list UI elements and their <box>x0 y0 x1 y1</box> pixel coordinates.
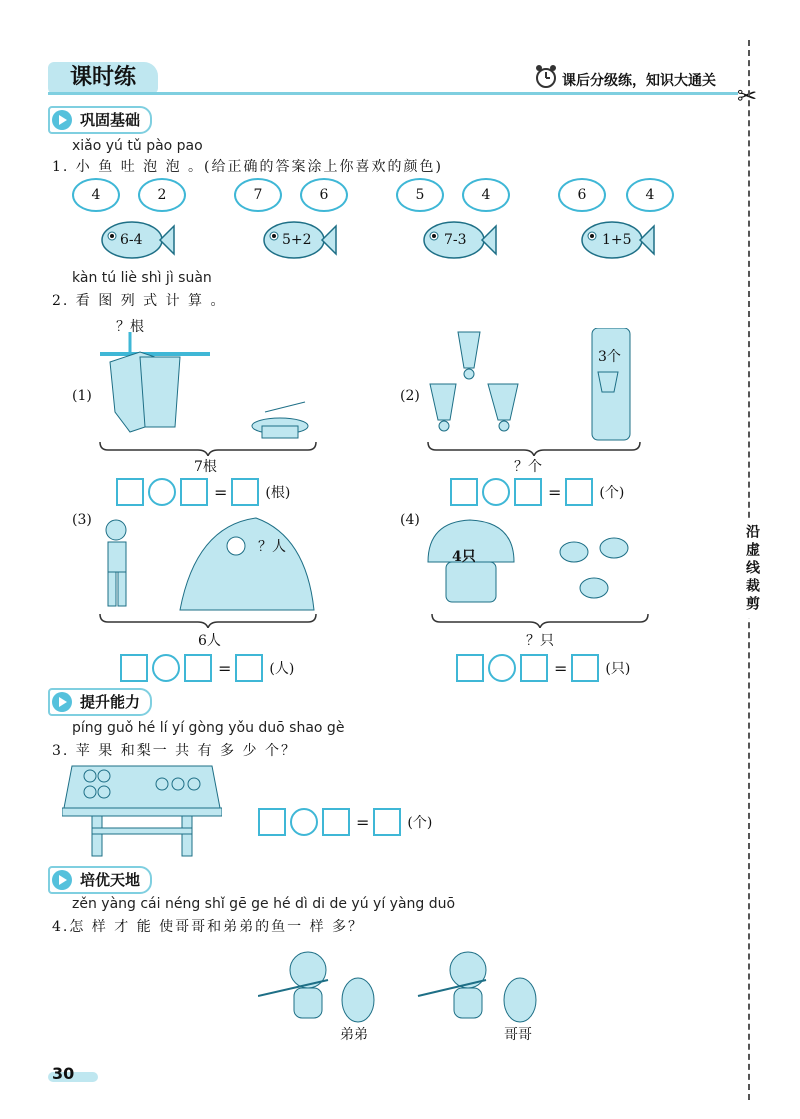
unit-label: (只) <box>605 661 631 677</box>
answer-box[interactable] <box>231 478 259 506</box>
unit-label: (个) <box>407 815 433 831</box>
bubble-option[interactable]: 5 <box>396 178 444 212</box>
answer-box[interactable] <box>120 654 148 682</box>
bubble-option[interactable]: 4 <box>72 178 120 212</box>
answer-box[interactable] <box>180 478 208 506</box>
problem-number: (2) <box>400 388 420 404</box>
answer-box[interactable] <box>322 808 350 836</box>
operator-circle[interactable] <box>290 808 318 836</box>
q3-text: 3. 苹 果 和梨一 共 有 多 少 个？ <box>52 743 297 759</box>
table-with-fruit-image <box>62 762 222 864</box>
operator-circle[interactable] <box>482 478 510 506</box>
answer-equation <box>450 478 628 506</box>
problem-number: (3) <box>72 512 92 528</box>
section-improve <box>48 688 152 716</box>
answer-box[interactable] <box>258 808 286 836</box>
fish-expression: 1+5 <box>602 232 632 248</box>
unknown-label: ？人 <box>258 539 286 555</box>
problem-number: (4) <box>400 512 420 528</box>
answer-box[interactable] <box>235 654 263 682</box>
play-icon <box>52 110 72 130</box>
girl-and-tent-image <box>96 516 316 616</box>
equals-sign: = <box>554 658 568 678</box>
answer-box[interactable] <box>184 654 212 682</box>
problem-number: (1) <box>72 388 92 404</box>
bubble-option[interactable]: 7 <box>234 178 282 212</box>
answer-equation <box>120 654 298 682</box>
fish-expression: 7-3 <box>444 232 467 248</box>
section-advanced-label: 培优天地 <box>80 871 141 889</box>
character-label: 哥哥 <box>504 1027 532 1043</box>
answer-box[interactable] <box>116 478 144 506</box>
alarm-clock-icon <box>534 64 558 94</box>
unit-label: (人) <box>269 661 295 677</box>
play-icon <box>52 870 72 890</box>
bubble-option[interactable]: 4 <box>626 178 674 212</box>
operator-circle[interactable] <box>148 478 176 506</box>
unit-label: (个) <box>599 485 625 501</box>
play-icon <box>52 692 72 712</box>
equals-sign: = <box>218 658 232 678</box>
answer-box[interactable] <box>565 478 593 506</box>
fish-expression: 5+2 <box>282 232 312 248</box>
page-title: 课时练 <box>48 62 158 94</box>
answer-equation <box>456 654 634 682</box>
q1-pinyin: xiǎo yú tǔ pào pao <box>72 138 203 154</box>
answer-box[interactable] <box>450 478 478 506</box>
unknown-label: ？根 <box>116 319 144 335</box>
total-brace <box>430 612 650 632</box>
unit-label: (根) <box>265 485 291 501</box>
total-label: ？只 <box>526 633 554 649</box>
box-label: 3个 <box>598 349 621 365</box>
hanging-sticks-image <box>100 332 330 448</box>
q2-pinyin: kàn tú liè shì jì suàn <box>72 270 212 286</box>
operator-circle[interactable] <box>488 654 516 682</box>
fish-expression: 6-4 <box>120 232 143 248</box>
answer-box[interactable] <box>520 654 548 682</box>
answer-box[interactable] <box>571 654 599 682</box>
q4-text: 4.怎 样 才 能 使哥哥和弟弟的鱼一 样 多？ <box>52 919 365 935</box>
equals-sign: = <box>356 812 370 832</box>
total-brace <box>98 612 318 632</box>
bubble-option[interactable]: 6 <box>300 178 348 212</box>
equals-sign: = <box>548 482 562 502</box>
equals-sign: = <box>214 482 228 502</box>
cut-instruction: 沿虚线裁剪 <box>732 520 762 618</box>
section-basic-label: 巩固基础 <box>80 111 141 129</box>
inside-label: 4只 <box>452 549 476 565</box>
q4-pinyin: zěn yàng cái néng shǐ gē ge hé dì di de yú yí yàng duō <box>72 896 456 912</box>
header-rule <box>48 92 738 95</box>
page-number: 30 <box>52 1064 75 1083</box>
q1-text: 1. 小 鱼 吐 泡 泡 。(给正确的答案涂上你喜欢的颜色) <box>52 159 443 175</box>
section-improve-label: 提升能力 <box>80 693 141 711</box>
total-label: 6人 <box>198 633 221 649</box>
total-label: 7根 <box>194 459 217 475</box>
answer-box[interactable] <box>514 478 542 506</box>
scissors-icon: ✂ <box>737 82 758 110</box>
character-label: 弟弟 <box>340 1027 368 1043</box>
bubble-option[interactable]: 6 <box>558 178 606 212</box>
q3-pinyin: píng guǒ hé lí yí gòng yǒu duō shao gè <box>72 720 345 736</box>
q2-text: 2. 看 图 列 式 计 算 。 <box>52 293 227 309</box>
answer-box[interactable] <box>456 654 484 682</box>
answer-equation <box>258 808 436 836</box>
bubble-option[interactable]: 4 <box>462 178 510 212</box>
total-label: ？个 <box>514 459 542 475</box>
answer-equation <box>116 478 294 506</box>
section-basic <box>48 106 152 134</box>
section-advanced <box>48 866 152 894</box>
operator-circle[interactable] <box>152 654 180 682</box>
answer-box[interactable] <box>373 808 401 836</box>
bubble-option[interactable]: 2 <box>138 178 186 212</box>
header-slogan: 课后分级练，知识大通关 <box>562 73 716 89</box>
